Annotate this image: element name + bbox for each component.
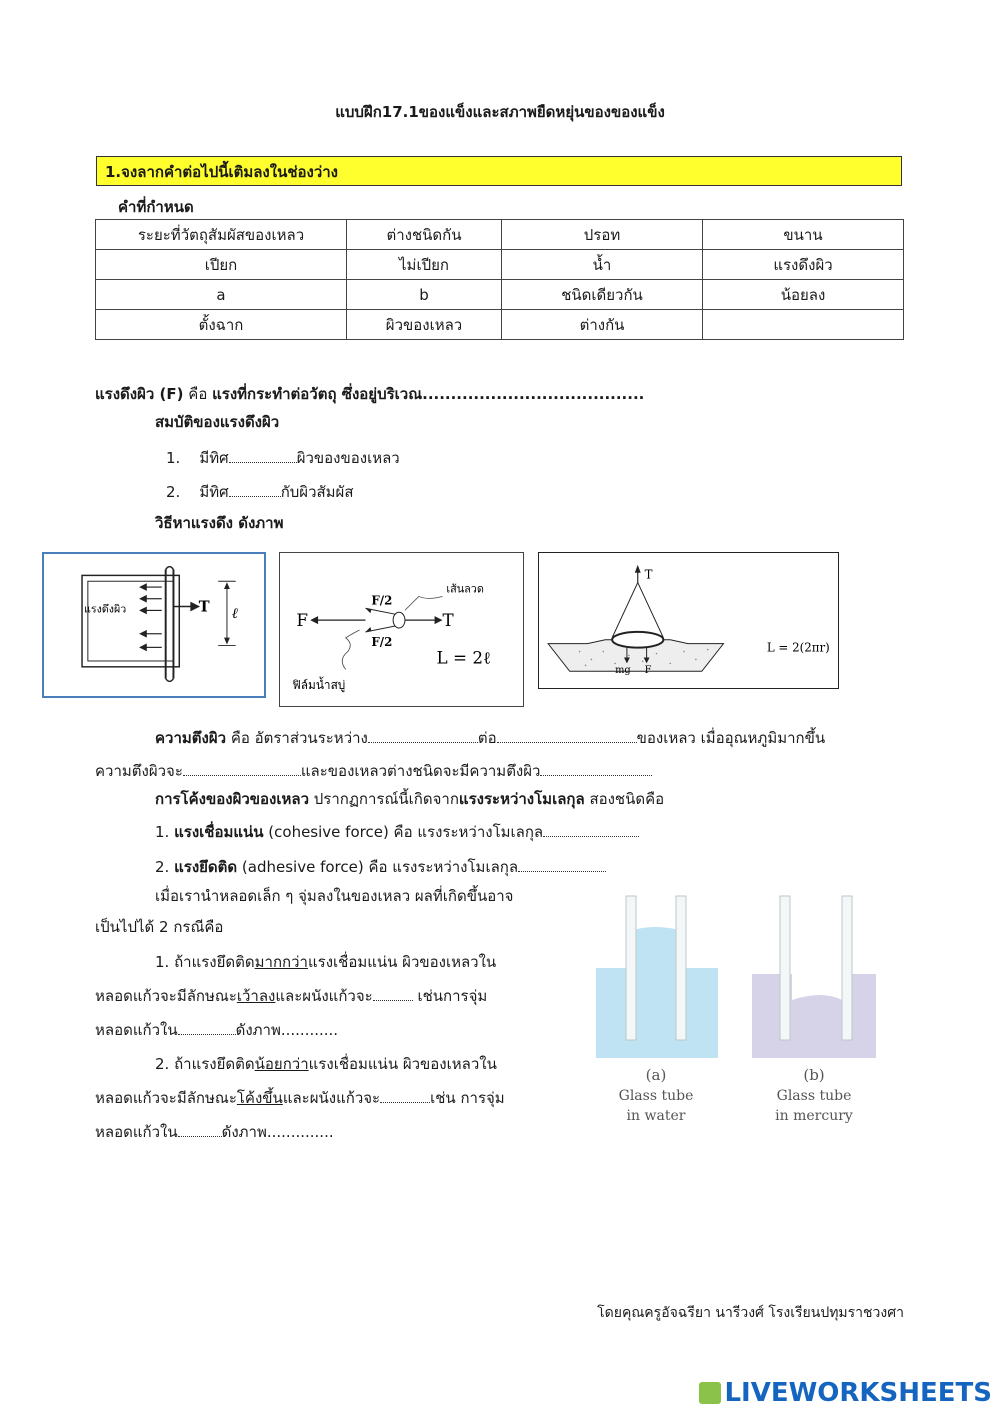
case-underlined: น้อยกว่า	[254, 1055, 309, 1073]
properties-heading: สมบัติของแรงดึงผิว	[155, 413, 280, 431]
case-text: หลอดแก้วใน	[95, 1123, 178, 1141]
case-text: ดังภาพ..............	[221, 1123, 334, 1141]
answer-blank[interactable]	[178, 1122, 222, 1137]
author-credit: โดยคุณครูอัจฉรียา นารีวงศ์ โรงเรียนปทุมราชวงศา	[597, 1305, 904, 1321]
cohesive-term: แรงเชื่อมแน่น	[174, 823, 264, 841]
figure-glass-tubes	[592, 890, 882, 1140]
soap-film-diagram	[280, 553, 523, 706]
property-text: ผิวของของเหลว	[296, 449, 400, 467]
property-text: มีทิศ	[199, 449, 229, 467]
half-force-bottom: F/2	[371, 634, 393, 649]
force-label: F	[296, 610, 309, 631]
tension-label: T	[442, 610, 454, 631]
cohesive-line	[155, 820, 639, 844]
case-b-line-1	[155, 1052, 497, 1076]
figure-soap-film	[279, 552, 524, 707]
word-bank-table	[95, 219, 904, 340]
force-label: F	[644, 665, 652, 677]
case-underlined: โค้งขึ้น	[236, 1089, 283, 1107]
half-force-top: F/2	[371, 593, 393, 608]
answer-blank[interactable]	[373, 986, 413, 1001]
word-item[interactable]: น้อยลง	[703, 280, 904, 310]
case-text: เช่น การจุ่ม	[430, 1089, 505, 1107]
surface-force-label: แรงดึงผิว	[83, 602, 127, 616]
word-item[interactable]: แรงดึงผิว	[703, 250, 904, 280]
case-text: และผนังแก้วจะ	[275, 987, 373, 1005]
tension-text: ต่อ	[477, 729, 497, 747]
cohesive-text: (cohesive force) คือ แรงระหว่างโมเลกุล	[263, 823, 544, 841]
tension-label: T	[198, 598, 210, 616]
case-text: 2. ถ้าแรงยึดติด	[155, 1055, 255, 1073]
tension-label: T	[644, 567, 653, 582]
word-item[interactable]: ไม่เปียก	[347, 250, 502, 280]
case-b-line-2	[95, 1086, 505, 1110]
definition-is: คือ	[183, 385, 213, 403]
curvature-term: การโค้งของผิวของเหลว	[155, 790, 309, 808]
case-text: หลอดแก้วจะมีลักษณะ	[95, 987, 237, 1005]
case-text: แรงเชื่อมแน่น ผิวของเหลวใน	[308, 1055, 497, 1073]
answer-blank[interactable]	[229, 482, 281, 497]
answer-blank[interactable]	[178, 1020, 236, 1035]
word-item[interactable]: เปียก	[96, 250, 347, 280]
property-number: 2.	[166, 483, 181, 501]
answer-blank[interactable]	[368, 728, 478, 743]
tube-b-caption: in mercury	[775, 1108, 853, 1124]
water-liquid	[596, 968, 718, 1058]
case-a-line-3	[95, 1018, 338, 1042]
word-bank-row	[96, 280, 904, 310]
word-bank-heading: คำที่กำหนด	[118, 198, 194, 216]
curvature-line	[155, 787, 664, 811]
liveworksheets-logo[interactable]	[699, 1378, 992, 1408]
weight-label: mg	[615, 665, 631, 677]
property-number: 1.	[166, 449, 181, 467]
soap-film-label: ฟิล์มน้ำสบู่	[292, 678, 346, 693]
adhesive-text: (adhesive force) คือ แรงระหว่างโมเลกุล	[237, 858, 519, 876]
word-item[interactable]: ชนิดเดียวกัน	[502, 280, 703, 310]
tension-text: ความตึงผิวจะ	[95, 762, 183, 780]
tube-b-caption: Glass tube	[776, 1088, 852, 1104]
tube-b-label: (b)	[803, 1066, 825, 1084]
intro-line-2: เป็นไปได้ 2 กรณีคือ	[95, 918, 224, 936]
instruction-banner: 1.จงลากคำต่อไปนี้เติมลงในช่องว่าง	[96, 156, 902, 186]
case-text: 1. ถ้าแรงยึดติด	[155, 953, 255, 971]
worksheet-title: แบบฝึก17.1ของแข็งและสภาพยืดหยุ่นของของแข็ง	[335, 103, 665, 121]
frame-wire-diagram	[44, 554, 264, 696]
item-number: 1.	[155, 823, 175, 841]
word-item[interactable]: ปรอท	[502, 220, 703, 250]
item-number: 2.	[155, 858, 175, 876]
property-1	[166, 446, 400, 470]
property-text: กับผิวสัมผัส	[280, 483, 354, 501]
case-underlined: มากกว่า	[254, 953, 308, 971]
tube-a-caption: Glass tube	[618, 1088, 694, 1104]
answer-blank[interactable]	[229, 448, 297, 463]
glass-tubes-diagram	[592, 890, 882, 1140]
word-item[interactable]: น้ำ	[502, 250, 703, 280]
logo-text: LIVEWORKSHEETS	[724, 1378, 992, 1408]
answer-blank[interactable]	[497, 728, 637, 743]
figure-frame-wire	[42, 552, 266, 698]
property-2	[166, 480, 354, 504]
curvature-text: สองชนิดคือ	[584, 790, 665, 808]
case-b-line-3	[95, 1120, 334, 1144]
case-a-line-2	[95, 984, 487, 1008]
wire-label: เส้นลวด	[446, 582, 484, 596]
length-equation: L = 2ℓ	[436, 647, 492, 668]
logo-icon	[699, 1382, 721, 1404]
case-text: และผนังแก้วจะ	[282, 1089, 381, 1107]
word-item[interactable]: ตั้งฉาก	[96, 310, 347, 340]
word-item-empty	[703, 310, 904, 340]
answer-blank[interactable]	[540, 761, 652, 776]
tension-text: ของเหลว เมื่ออุณหภูมิมากขึ้น	[636, 729, 826, 747]
intro-line-1: เมื่อเรานำหลอดเล็ก ๆ จุ่มลงในของเหลว ผลที่เกิดขึ้นอาจ	[155, 887, 514, 905]
definition-line	[95, 382, 644, 406]
figure-ring-method	[538, 552, 839, 689]
tension-text: และของเหลวต่างชนิดจะมีความตึงผิว	[300, 762, 541, 780]
property-text: มีทิศ	[199, 483, 229, 501]
word-bank-row	[96, 220, 904, 250]
definition-term: แรงดึงผิว (F)	[95, 385, 184, 403]
answer-blank[interactable]	[380, 1088, 430, 1103]
tension-line-2	[95, 759, 652, 783]
word-item[interactable]: ผิวของเหลว	[347, 310, 502, 340]
curvature-text: ปรากฏการณ์นี้เกิดจาก	[309, 790, 459, 808]
adhesive-term: แรงยึดติด	[174, 858, 238, 876]
case-text: ดังภาพ............	[235, 1021, 339, 1039]
length-label: ℓ	[231, 605, 238, 623]
word-item[interactable]: ต่างชนิดกัน	[347, 220, 502, 250]
ring-method-diagram	[539, 553, 838, 688]
case-text: แรงเชื่อมแน่น ผิวของเหลวใน	[307, 953, 497, 971]
tension-text: คือ อัตราส่วนระหว่าง	[226, 729, 368, 747]
word-bank-row	[96, 310, 904, 340]
definition-text: แรงที่กระทำต่อวัตถุ ซึ่งอยู่บริเวณ.......................................	[212, 385, 645, 403]
method-heading: วิธีหาแรงดึง ดังภาพ	[155, 514, 284, 532]
curvature-bold: แรงระหว่างโมเลกุล	[458, 790, 585, 808]
case-a-line-1	[155, 950, 496, 974]
word-bank-row	[96, 250, 904, 280]
word-item[interactable]: a	[96, 280, 347, 310]
word-item[interactable]: ต่างกัน	[502, 310, 703, 340]
answer-blank[interactable]	[518, 857, 606, 872]
word-item[interactable]: b	[347, 280, 502, 310]
word-item[interactable]: ระยะที่วัตถุสัมผัสของเหลว	[96, 220, 347, 250]
tension-term: ความตึงผิว	[155, 729, 227, 747]
case-text: เช่นการจุ่ม	[412, 987, 488, 1005]
case-text: หลอดแก้วใน	[95, 1021, 178, 1039]
case-underlined: เว้าลง	[236, 987, 276, 1005]
adhesive-line	[155, 855, 606, 879]
case-text: หลอดแก้วจะมีลักษณะ	[95, 1089, 237, 1107]
answer-blank[interactable]	[183, 761, 301, 776]
length-equation: L = 2(2πr)	[766, 640, 830, 655]
tube-a-label: (a)	[645, 1066, 667, 1084]
tube-a-caption: in water	[626, 1108, 686, 1124]
tension-line-1	[155, 726, 825, 750]
answer-blank[interactable]	[543, 822, 639, 837]
word-item[interactable]: ขนาน	[703, 220, 904, 250]
